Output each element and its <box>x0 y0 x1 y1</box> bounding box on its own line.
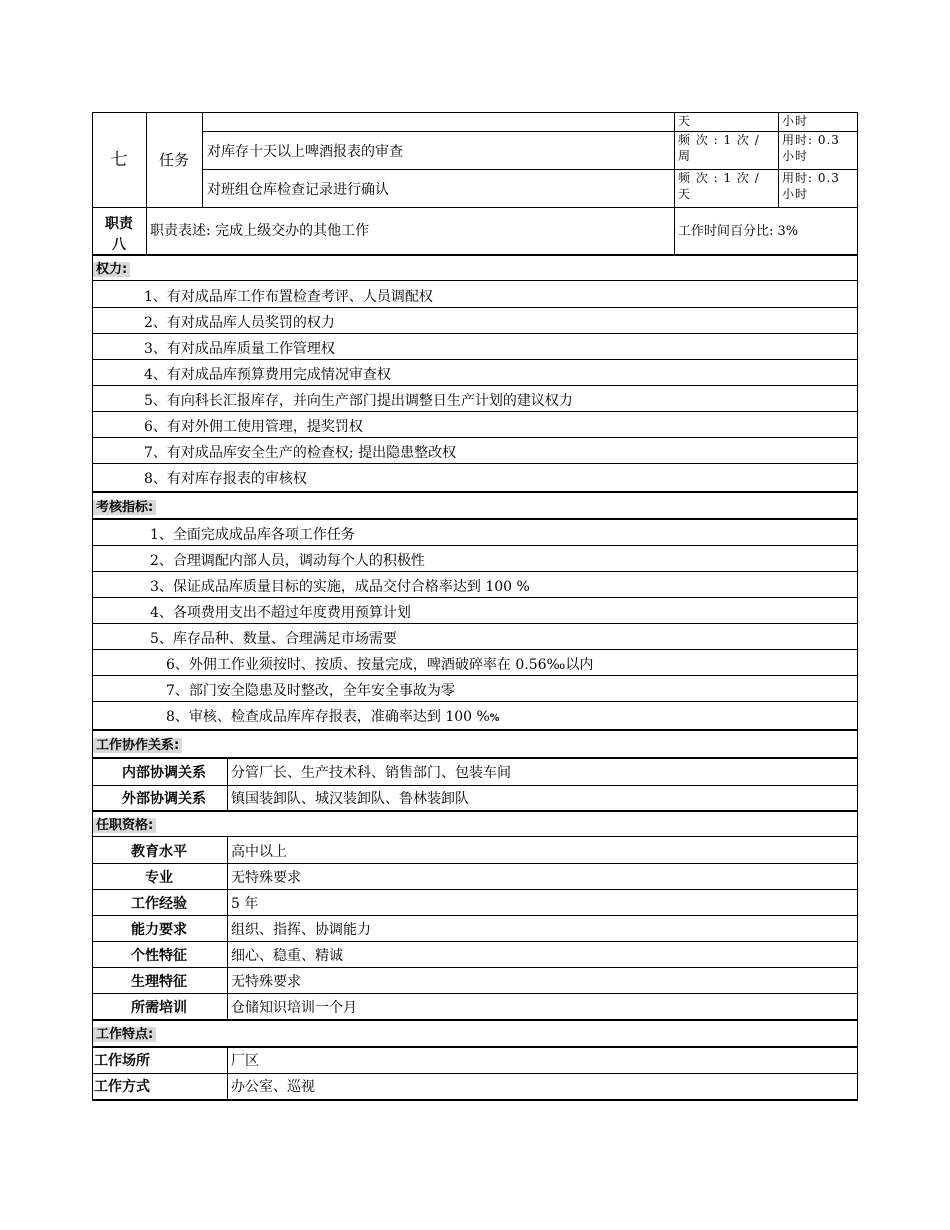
power-item: 1、有对成品库工作布置检查考评、人员调配权 <box>144 289 433 305</box>
kpi-item-8-text: 8、审核、检查成品库库存报表，准确率达到 100 % <box>166 709 490 725</box>
qualification-value: 细心、稳重、精诚 <box>231 948 343 964</box>
relation-label: 内部协调关系 <box>122 765 206 781</box>
task-row-freq-line1: 频 次 : 1 次 / <box>678 172 760 185</box>
qualification-value: 高中以上 <box>231 844 287 860</box>
duty8-label-line1: 职责 <box>105 216 133 232</box>
task-row-freq-line2: 天 <box>678 188 692 201</box>
qualifications-header <box>93 815 156 836</box>
qualification-label: 个性特征 <box>131 948 187 964</box>
qualification-label: 能力要求 <box>131 922 187 938</box>
power-item: 5、有向科长汇报库存，并向生产部门提出调整日生产计划的建议权力 <box>144 393 573 409</box>
task-row-time-line2: 小时 <box>782 188 809 201</box>
relation-value: 镇国装卸队、城汉装卸队、鲁林装卸队 <box>231 791 469 807</box>
task-row-time-line1: 用时: 0.3 <box>782 134 840 147</box>
task-row-text: 对库存十天以上啤酒报表的审查 <box>207 144 403 160</box>
kpi-item: 6、外佣工作业须按时、按质、按量完成，啤酒破碎率在 0.56‰以内 <box>166 657 594 673</box>
duty8-time-percentage: 工作时间百分比: 3% <box>678 224 799 239</box>
qualification-value: 仓储知识培训一个月 <box>231 1000 357 1016</box>
duty8-description: 职责表述: 完成上级交办的其他工作 <box>150 223 370 239</box>
powers-title: 权力: <box>93 262 130 277</box>
power-item: 6、有对外佣工使用管理，提奖罚权 <box>144 419 363 435</box>
task-row-time-line2: 小时 <box>782 150 809 163</box>
task-row-time-line1: 用时: 0.3 <box>782 172 840 185</box>
task-row-text: 对班组仓库检查记录进行确认 <box>207 182 389 198</box>
kpi-item: 5、库存品种、数量、合理满足市场需要 <box>150 631 397 647</box>
kpi-item-8 <box>166 706 499 730</box>
feature-label: 工作方式 <box>94 1079 150 1095</box>
relation-value: 分管厂长、生产技术科、销售部门、包装车间 <box>231 765 511 781</box>
qualifications-title: 任职资格: <box>93 818 156 833</box>
kpi-item: 4、各项费用支出不超过年度费用预算计划 <box>150 605 411 621</box>
power-item: 7、有对成品库安全生产的检查权; 提出隐患整改权 <box>144 445 457 461</box>
kpi-title: 考核指标: <box>93 500 156 515</box>
feature-label: 工作场所 <box>94 1053 150 1069</box>
relations-header <box>93 735 182 756</box>
task-row-freq-line1: 频 次 : 1 次 / <box>678 134 760 147</box>
kpi-item-8-suffix: % <box>489 713 500 724</box>
section7-number: 七 <box>110 150 128 170</box>
qualification-label: 所需培训 <box>131 1000 187 1016</box>
kpi-item: 3、保证成品库质量目标的实施，成品交付合格率达到 100 % <box>150 579 530 595</box>
power-item: 3、有对成品库质量工作管理权 <box>144 341 335 357</box>
feature-value: 办公室、巡视 <box>231 1079 315 1095</box>
task-row-empty <box>206 112 672 132</box>
relation-label: 外部协调关系 <box>122 791 206 807</box>
qualification-value: 组织、指挥、协调能力 <box>231 922 371 938</box>
qualification-label: 工作经验 <box>131 896 187 912</box>
features-header <box>93 1024 156 1045</box>
qualification-label: 生理特征 <box>131 974 187 990</box>
powers-header <box>93 259 130 280</box>
feature-value: 厂区 <box>231 1053 259 1069</box>
qualification-label: 教育水平 <box>131 844 187 860</box>
duty8-label-line2: 八 <box>112 237 126 253</box>
qualification-value: 无特殊要求 <box>231 974 301 990</box>
qualification-value: 5 年 <box>231 896 259 912</box>
section7-label: 任务 <box>158 151 189 169</box>
relations-title: 工作协作关系: <box>93 738 182 753</box>
features-title: 工作特点: <box>93 1027 156 1042</box>
task-row-time: 小时 <box>782 115 809 128</box>
task-row-freq-line2: 周 <box>678 150 692 163</box>
power-item: 4、有对成品库预算费用完成情况审查权 <box>144 367 391 383</box>
task-row-freq: 天 <box>678 115 692 128</box>
power-item: 8、有对库存报表的审核权 <box>144 471 307 487</box>
kpi-item: 2、合理调配内部人员，调动每个人的积极性 <box>150 553 425 569</box>
kpi-item: 7、部门安全隐患及时整改，全年安全事故为零 <box>166 683 455 699</box>
qualification-label: 专业 <box>145 870 173 886</box>
kpi-item: 1、全面完成成品库各项工作任务 <box>150 527 355 543</box>
power-item: 2、有对成品库人员奖罚的权力 <box>144 315 335 331</box>
kpi-header <box>93 497 156 518</box>
qualification-value: 无特殊要求 <box>231 870 301 886</box>
